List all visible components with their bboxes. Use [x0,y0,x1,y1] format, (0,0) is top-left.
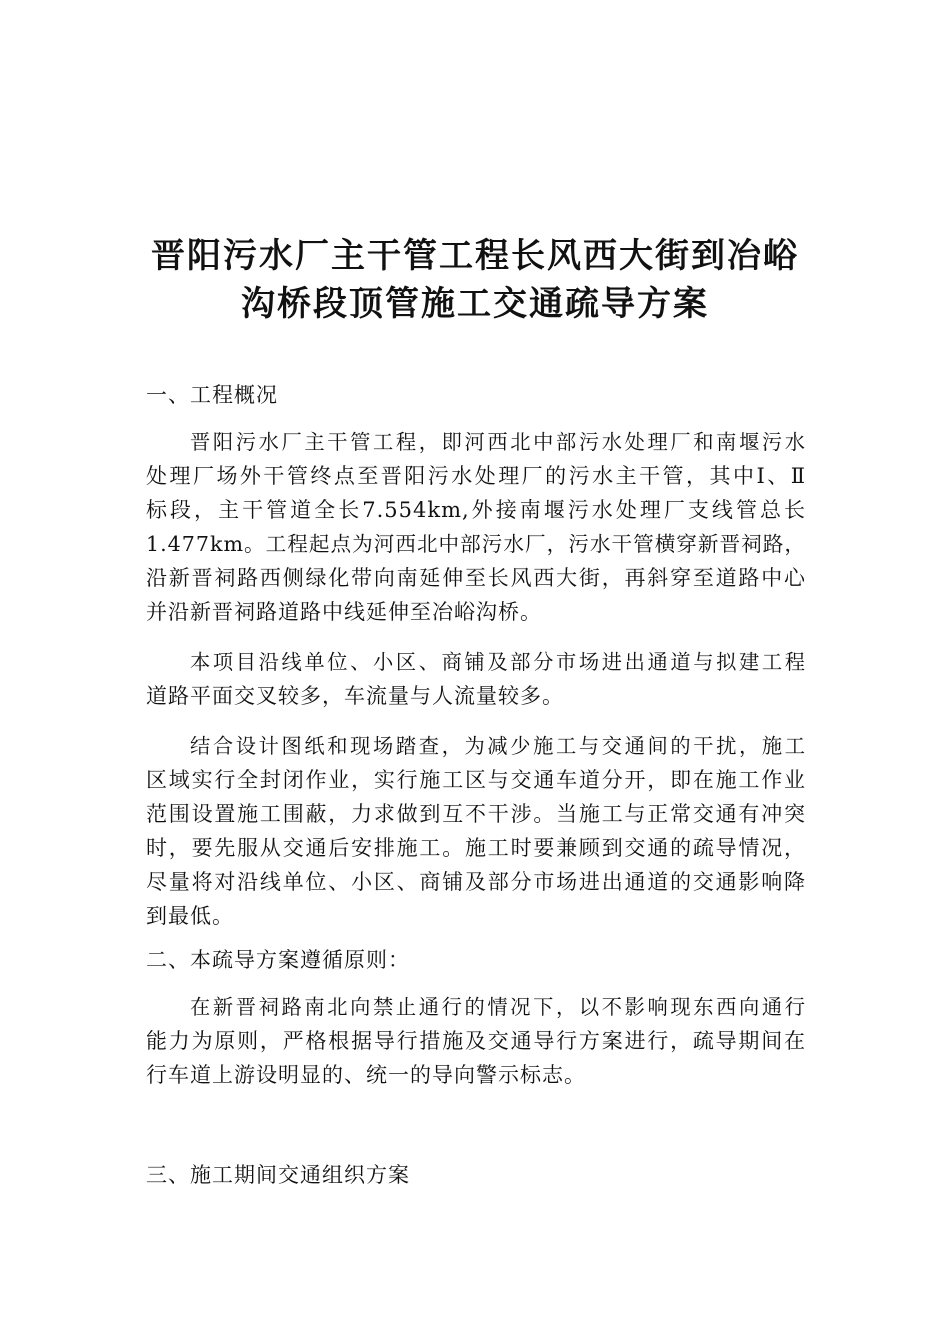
paragraph-line: 标段，主干管道全长7.554km,外接南堰污水处理厂支线管总长 [146,498,806,522]
paragraph-line: 区域实行全封闭作业，实行施工区与交通车道分开，即在施工作业 [146,768,806,792]
paragraph-line: 道路平面交叉较多，车流量与人流量较多。 [146,684,564,708]
paragraph-line: 范围设置施工围蔽，力求做到互不干涉。当施工与正常交通有冲突 [146,802,806,826]
paragraph-line: 晋阳污水厂主干管工程，即河西北中部污水处理厂和南堰污水 [190,430,806,454]
paragraph-line: 到最低。 [146,904,234,928]
document-title [120,232,830,328]
paragraph-line: 1.477km。工程起点为河西北中部污水厂，污水干管横穿新晋祠路， [146,532,806,556]
paragraph-line: 本项目沿线单位、小区、商铺及部分市场进出通道与拟建工程 [190,650,806,674]
paragraph-line: 能力为原则，严格根据导行措施及交通导行方案进行，疏导期间在 [146,1029,806,1053]
title-line-1: 晋阳污水厂主干管工程长风西大街到冶峪 [151,236,799,276]
section-heading-3: 三、施工期间交通组织方案 [146,1163,410,1187]
paragraph-line: 时，要先服从交通后安排施工。施工时要兼顾到交通的疏导情况， [146,836,806,860]
section-heading-2: 二、本疏导方案遵循原则： [146,948,410,972]
paragraph-line: 尽量将对沿线单位、小区、商铺及部分市场进出通道的交通影响降 [146,870,806,894]
paragraph-traffic-situation [146,645,806,713]
paragraph-line: 并沿新晋祠路道路中线延伸至冶峪沟桥。 [146,600,542,624]
paragraph-principles [146,990,806,1092]
paragraph-project-overview [146,425,806,629]
title-line-2: 沟桥段顶管施工交通疏导方案 [241,284,709,324]
paragraph-line: 行车道上游设明显的、统一的导向警示标志。 [146,1063,586,1087]
paragraph-construction-approach [146,729,806,933]
paragraph-line: 处理厂场外干管终点至晋阳污水处理厂的污水主干管，其中Ⅰ、Ⅱ [146,464,806,488]
paragraph-line: 结合设计图纸和现场踏查，为减少施工与交通间的干扰，施工 [190,734,806,758]
section-heading-1: 一、工程概况 [146,383,278,407]
paragraph-line: 在新晋祠路南北向禁止通行的情况下，以不影响现东西向通行 [190,995,806,1019]
paragraph-line: 沿新晋祠路西侧绿化带向南延伸至长风西大街，再斜穿至道路中心 [146,566,806,590]
